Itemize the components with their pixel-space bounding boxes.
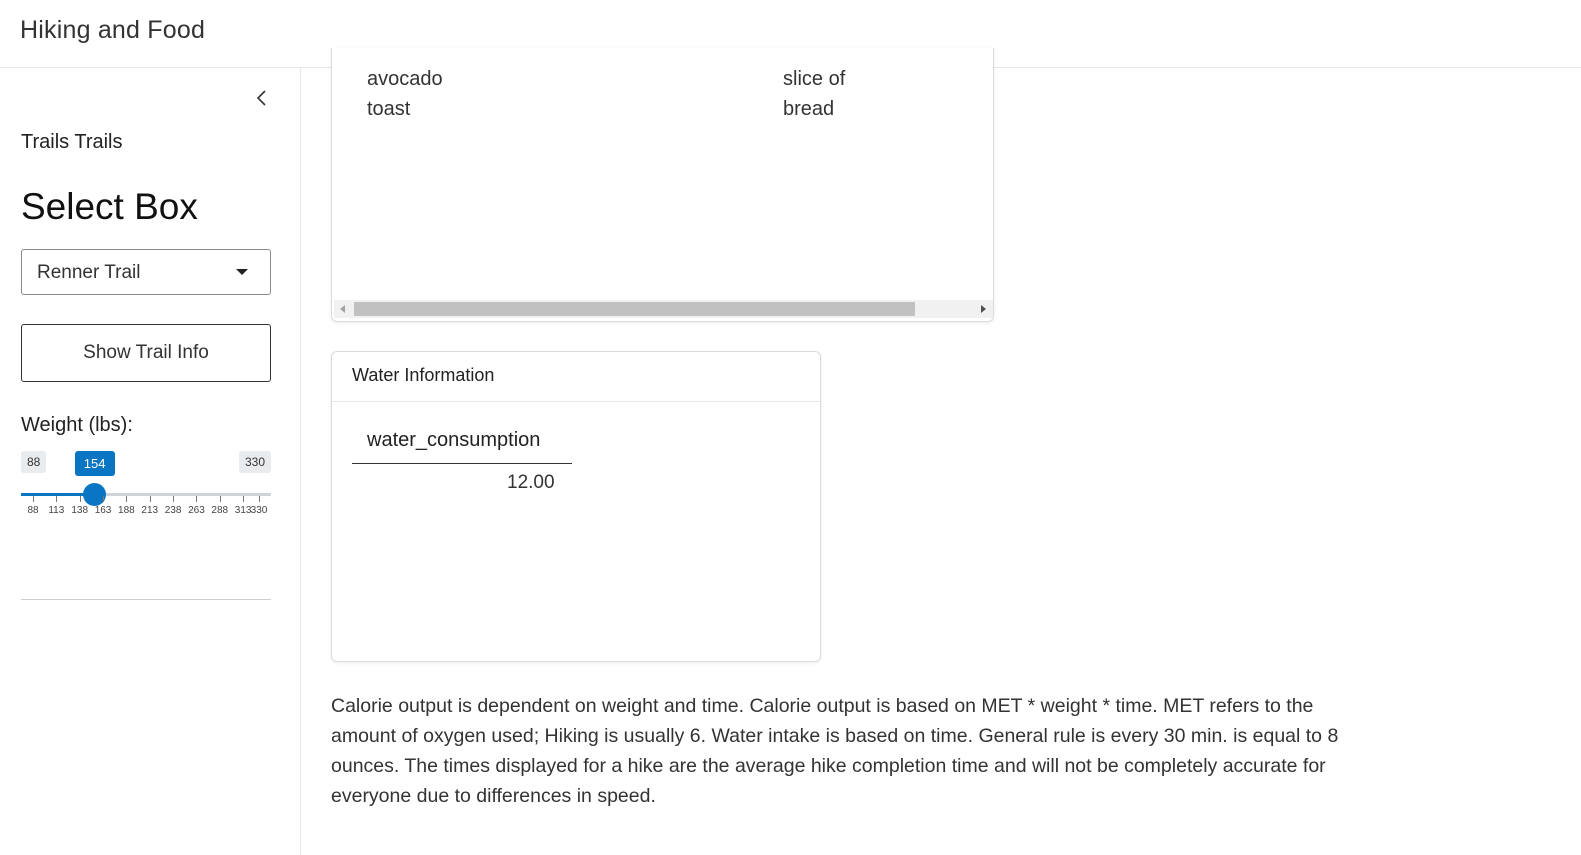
sidebar [0, 68, 301, 855]
water-card-header [332, 352, 820, 402]
food-cell-slice-of-bread: slice of bread [783, 68, 846, 120]
slider-tick [126, 496, 127, 502]
scroll-left-arrow-icon[interactable] [340, 305, 345, 313]
slider-tick [33, 496, 34, 502]
slider-tick [56, 496, 57, 502]
slider-value-label: 154 [75, 451, 115, 476]
slider-tick [150, 496, 151, 502]
sidebar-subtitle: Trails Trails [21, 131, 123, 153]
slider-tick [243, 496, 244, 502]
slider-tick-label: 238 [164, 505, 182, 516]
weight-label: Weight (lbs): [21, 414, 133, 436]
slider-tick [196, 496, 197, 502]
slider-tick [103, 496, 104, 502]
weight-slider[interactable] [21, 451, 271, 521]
slider-tick-label: 188 [118, 505, 135, 516]
slider-ticks [21, 496, 271, 516]
slider-tick-label: 313 [234, 505, 252, 516]
scrollbar-thumb[interactable] [354, 302, 915, 316]
slider-tick [173, 496, 174, 502]
calorie-info-text: Calorie output is dependent on weight and time. Calorie output is based on MET * weight * time. MET refers to the amount of oxygen used; Hiking is usually 6. Water intake is based on time. General rule is every 30 min. is equal to 8 ounces. The times displayed for a hike are the average hike completion time and will not be completely accurate for everyone due to differences in speed. [331, 695, 1339, 807]
water-table-header [352, 428, 572, 464]
slider-min-label: 88 [21, 451, 46, 473]
water-info-card [331, 351, 821, 662]
water-card-title: Water Information [352, 365, 495, 385]
app-title: Hiking and Food [20, 16, 206, 44]
slider-tick [80, 496, 81, 502]
water-column-header: water_consumption [367, 429, 541, 451]
slider-max-label: 330 [239, 451, 271, 473]
food-cell-avocado-toast: avocado toast [367, 68, 443, 120]
slider-tick-label: 330 [250, 505, 268, 516]
chevron-left-icon [250, 86, 274, 110]
slider-tick-label: 263 [188, 505, 205, 516]
slider-tick [259, 496, 260, 502]
trail-select[interactable] [21, 249, 271, 295]
horizontal-scrollbar[interactable] [334, 300, 993, 318]
slider-tick-label: 88 [27, 505, 39, 516]
caret-down-icon [236, 269, 248, 275]
trail-select-value: Renner Trail [37, 262, 141, 283]
slider-tick-label: 113 [48, 505, 65, 516]
show-trail-info-button[interactable]: Show Trail Info [21, 324, 271, 382]
scroll-right-arrow-icon[interactable] [981, 305, 986, 313]
food-table-card [331, 48, 994, 322]
water-consumption-value: 12.00 [507, 472, 555, 493]
sidebar-divider [21, 599, 271, 600]
slider-tick [220, 496, 221, 502]
slider-tick-label: 288 [211, 505, 229, 516]
slider-tick-label: 138 [71, 505, 89, 516]
sidebar-title: Select Box [21, 186, 198, 227]
sidebar-collapse-button[interactable] [250, 86, 274, 110]
slider-tick-label: 213 [141, 505, 159, 516]
slider-tick-label: 163 [94, 505, 112, 516]
